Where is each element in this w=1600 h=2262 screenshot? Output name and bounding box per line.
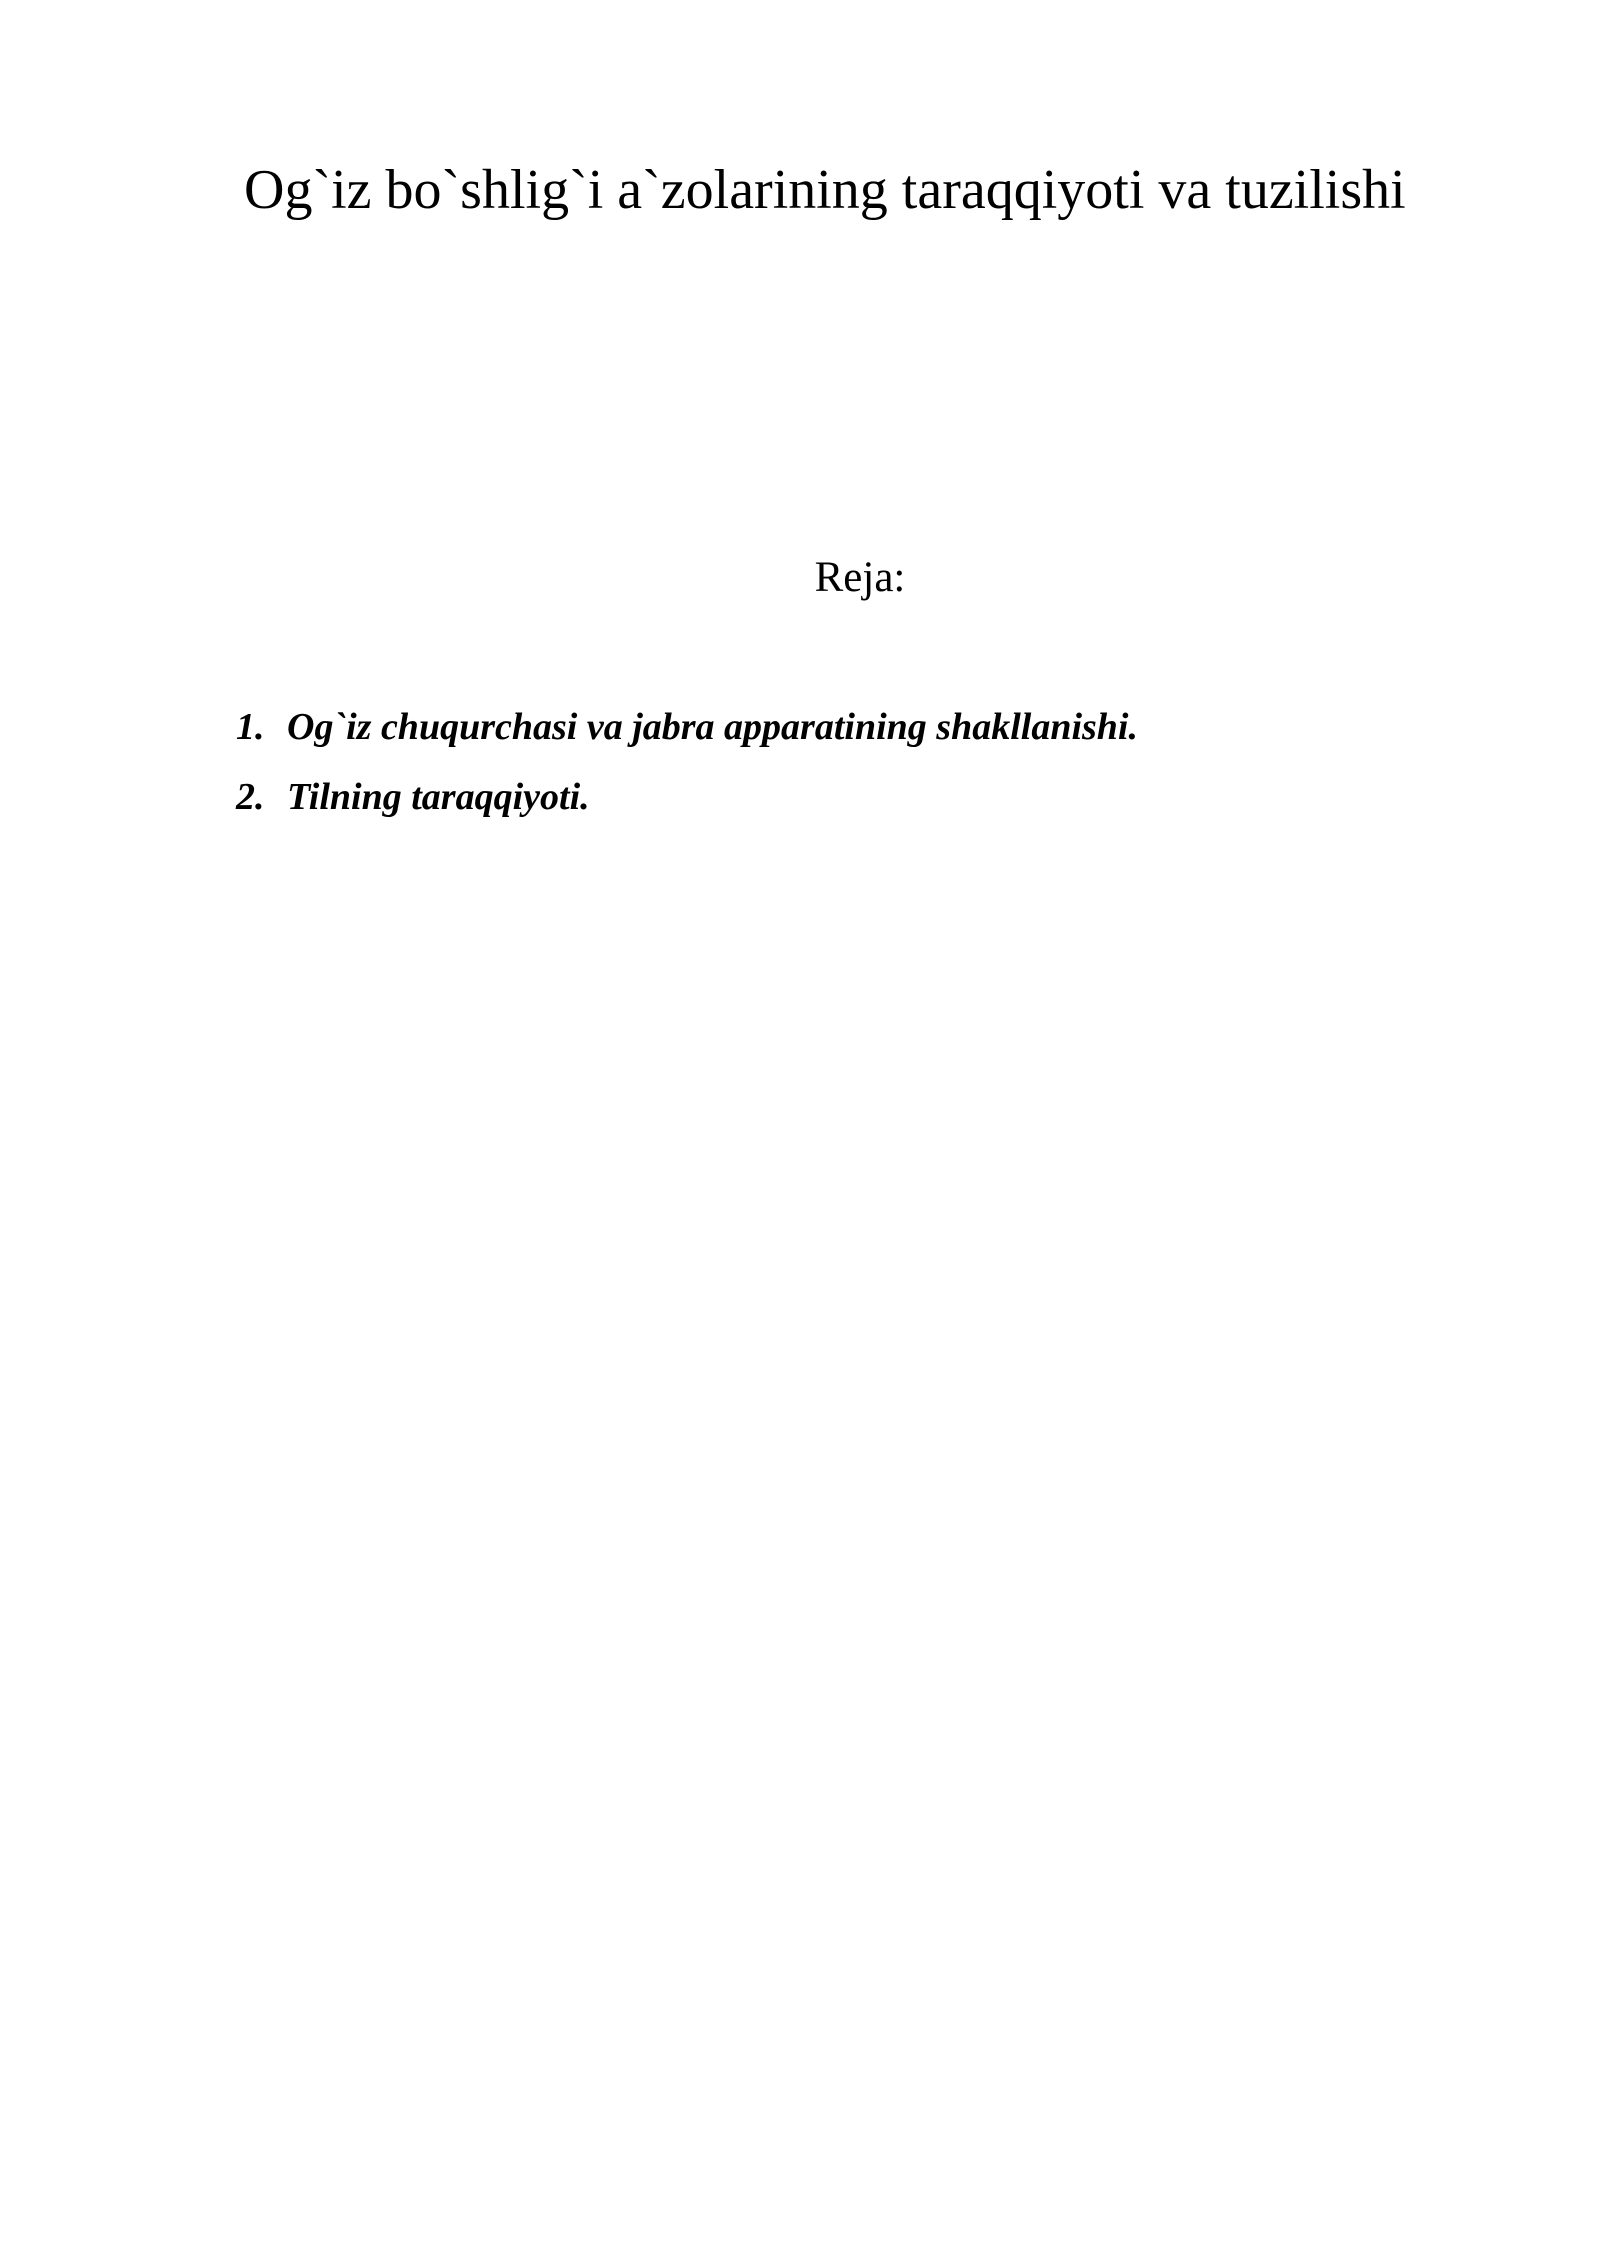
list-item [236,762,1138,832]
list-item-text: Og`iz chuqurchasi va jabra apparatining shakllanishi. [287,706,1138,748]
list-item-number: 2. [236,776,265,818]
plan-list [236,692,1138,832]
page-title: Og`iz bo`shlig`i a`zolarining taraqqiyoti va tuzilishi [244,159,1406,221]
list-item-text: Tilning taraqqiyoti. [287,776,590,818]
list-item-number: 1. [236,706,265,748]
plan-heading: Reja: [814,554,906,601]
list-item [236,692,1138,762]
